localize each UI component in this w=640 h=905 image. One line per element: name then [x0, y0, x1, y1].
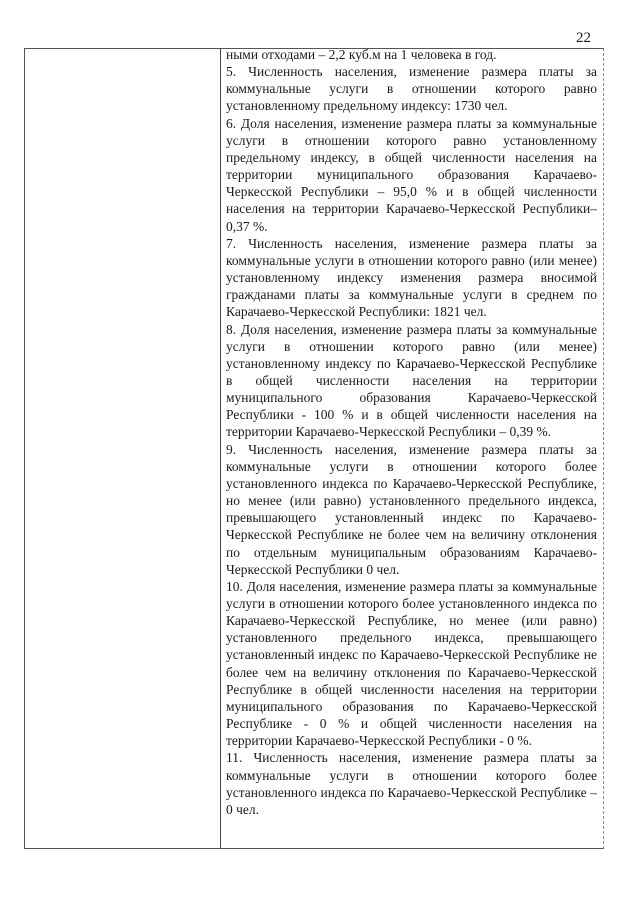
paragraph-item-7: 7. Численность населения, изменение размера платы за коммунальные услуги в отношении которого равно (или менее) установленному индексу изменения размера вносимой гражданами платы за коммунальные услуги в среднем по Карачаево-Черкесской Республики: 1821 чел.	[226, 235, 597, 320]
paragraph-item-10: 10. Доля населения, изменение размера платы за коммунальные услуги в отношении которого более установленного индекса по Карачаево-Черкесской Республике, но менее (или равно) установленного предельного индекса, превышающего установленный индекс по Карачаево-Черкесской Республике не более чем на величину отклонения по Карачаево-Черкесской Республике в общей численности населения на территории муниципального образования по Карачаево-Черкесской Республике - 0 % и общей численности населения на территории Карачаево-Черкесской Республики - 0 %.	[226, 578, 597, 749]
paragraph-item-5: 5. Численность населения, изменение размера платы за коммунальные услуги в отношении которого равно установленному предельному индексу: 1730 чел.	[226, 64, 597, 114]
paragraph-fragment: ными отходами – 2,2 куб.м на 1 человека в год.	[226, 47, 497, 62]
paragraph-item-6: 6. Доля населения, изменение размера платы за коммунальные услуги в отношении которого равно установленному предельному индексу, в общей численности населения на территории муниципального образования Карачаево-Черкесской Республики – 95,0 % и в общей численности населения на территории Карачаево-Черкесской Республики– 0,37 %.	[226, 115, 597, 234]
paragraph-item-8: 8. Доля населения, изменение размера платы за коммунальные услуги в отношении которого равно (или менее) установленному индексу по Карачаево-Черкесской Республике в общей численности населения на территории муниципального образования Карачаево-Черкесской Республики - 100 % и в общей численности населения на территории Карачаево-Черкесской Республики – 0,39 %.	[226, 321, 597, 440]
paragraph-item-9: 9. Численность населения, изменение размера платы за коммунальные услуги в отношении которого более установленного индекса по Карачаево-Черкесской Республике, но менее (или равно) установленного предельного индекса, превышающего установленный индекс по Карачаево-Черкесской Республике не более чем на величину отклонения по отдельным муниципальным образованиям Карачаево-Черкесской Республики 0 чел.	[226, 441, 597, 577]
paragraph-item-11: 11. Численность населения, изменение размера платы за коммунальные услуги в отношении которого более установленного индекса по Карачаево-Черкесской Республике – 0 чел.	[226, 750, 597, 817]
page-number: 22	[576, 30, 591, 46]
text-cell	[226, 46, 597, 818]
column-divider	[220, 48, 221, 849]
